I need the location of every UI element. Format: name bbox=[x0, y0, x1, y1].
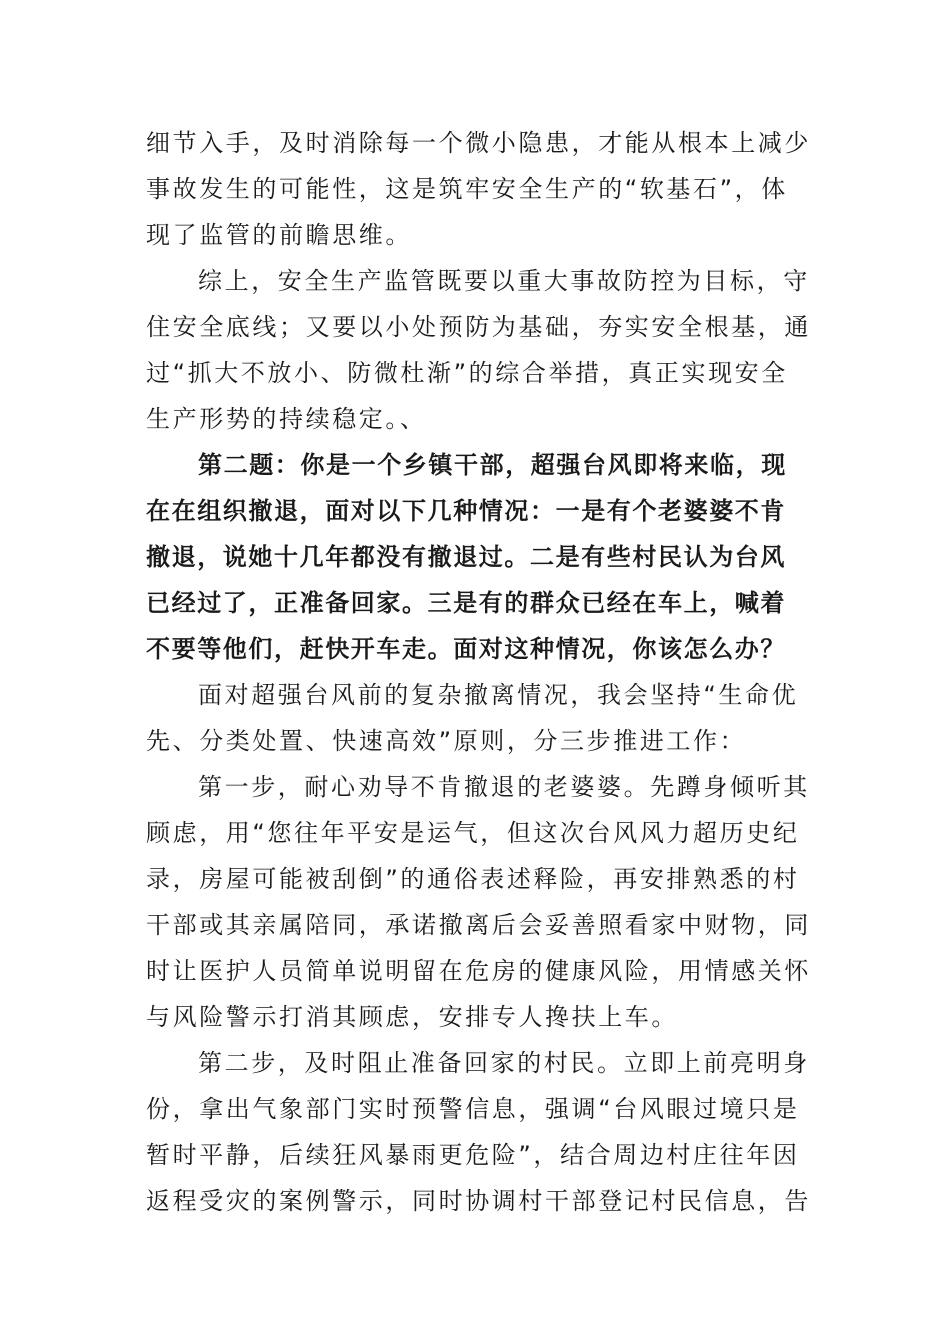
paragraph-continuation bbox=[146, 120, 811, 258]
text-line: 住安全底线；又要以小处预防为基础，夯实安全根基，通 bbox=[146, 313, 811, 341]
text-line: 暂时平静，后续狂风暴雨更危险”，结合周边村庄往年因 bbox=[146, 1141, 800, 1169]
paragraph-summary bbox=[146, 258, 811, 442]
question-heading bbox=[146, 442, 808, 672]
text-line: 第一步，耐心劝导不肯撤退的老婆婆。先蹲身倾听其 bbox=[198, 773, 810, 801]
text-line: 干部或其亲属陪同，承诺撤离后会妥善照看家中财物，同 bbox=[146, 911, 811, 939]
text-line: 份，拿出气象部门实时预警信息，强调“台风眼过境只是 bbox=[146, 1095, 800, 1123]
text-line: 已经过了，正准备回家。三是有的群众已经在车上，喊着 bbox=[146, 589, 786, 617]
text-line: 在在组织撤退，面对以下几种情况：一是有个老婆婆不肯 bbox=[146, 497, 786, 525]
text-line: 不要等他们，赶快开车走。面对这种情况，你该怎么办？ bbox=[146, 635, 786, 663]
document-page bbox=[146, 120, 811, 1224]
text-line: 现了监管的前瞻思维。 bbox=[146, 221, 412, 249]
paragraph-step-one bbox=[146, 764, 811, 1040]
text-line: 顾虑，用“您往年平安是运气，但这次台风风力超历史纪 bbox=[146, 819, 800, 847]
text-line: 生产形势的持续稳定。、 bbox=[146, 405, 427, 433]
text-line: 录，房屋可能被刮倒”的通俗表述释险，再安排熟悉的村 bbox=[146, 865, 800, 893]
text-line: 与风险警示打消其顾虑，安排专人搀扶上车。 bbox=[146, 1003, 678, 1031]
text-line: 返程受灾的案例警示，同时协调村干部登记村民信息，告 bbox=[146, 1187, 811, 1215]
text-line: 撤退，说她十几年都没有撤退过。二是有些村民认为台风 bbox=[146, 543, 786, 571]
text-line: 第二题：你是一个乡镇干部，超强台风即将来临，现 bbox=[198, 451, 787, 479]
text-line: 第二步，及时阻止准备回家的村民。立即上前亮明身 bbox=[198, 1049, 810, 1077]
text-line: 先、分类处置、快速高效”原则，分三步推进工作： bbox=[146, 727, 747, 755]
text-line: 综上，安全生产监管既要以重大事故防控为目标，守 bbox=[198, 267, 810, 295]
text-line: 面对超强台风前的复杂撤离情况，我会坚持“生命优 bbox=[198, 681, 799, 709]
paragraph-answer-intro bbox=[146, 672, 808, 764]
text-line: 事故发生的可能性，这是筑牢安全生产的“软基石”，体 bbox=[146, 175, 788, 203]
text-line: 细节入手，及时消除每一个微小隐患，才能从根本上减少 bbox=[146, 129, 811, 157]
paragraph-step-two bbox=[146, 1040, 811, 1224]
text-line: 过“抓大不放小、防微杜渐”的综合举措，真正实现安全 bbox=[146, 359, 788, 387]
text-line: 时让医护人员简单说明留在危房的健康风险，用情感关怀 bbox=[146, 957, 811, 985]
